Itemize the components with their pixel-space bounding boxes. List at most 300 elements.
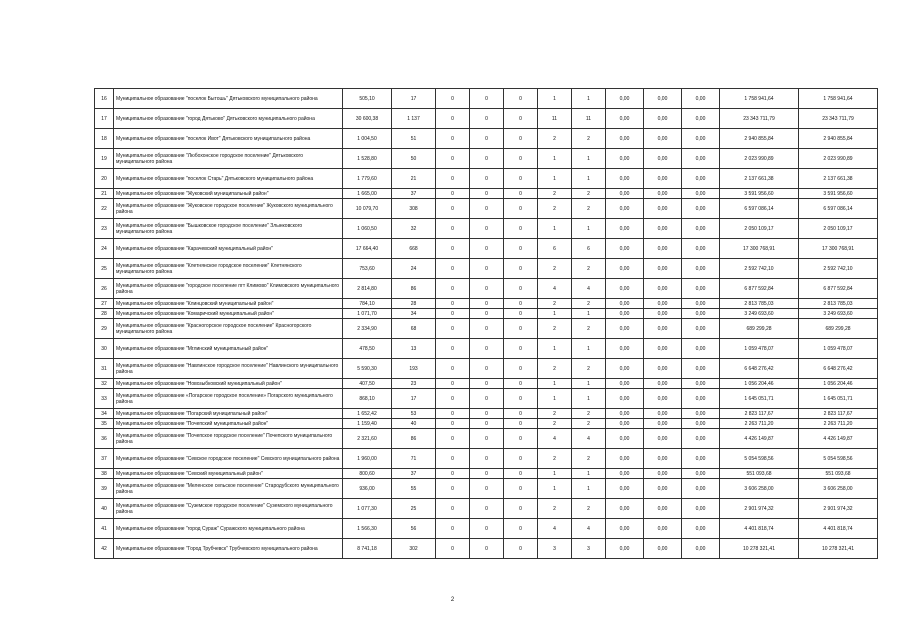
cell-value: 0 bbox=[436, 189, 470, 199]
cell-value: 0,00 bbox=[606, 199, 644, 219]
cell-value: 1 bbox=[572, 469, 606, 479]
cell-value: 0 bbox=[504, 189, 538, 199]
cell-value: 6 bbox=[538, 239, 572, 259]
cell-number: 39 bbox=[95, 479, 114, 499]
cell-value: 2 901 974,32 bbox=[799, 499, 878, 519]
cell-value: 0,00 bbox=[682, 309, 720, 319]
cell-value: 784,10 bbox=[343, 299, 392, 309]
cell-value: 0 bbox=[504, 379, 538, 389]
cell-value: 0,00 bbox=[644, 389, 682, 409]
cell-value: 0,00 bbox=[682, 149, 720, 169]
cell-value: 0,00 bbox=[644, 189, 682, 199]
cell-value: 0,00 bbox=[606, 259, 644, 279]
cell-value: 2 bbox=[538, 259, 572, 279]
cell-value: 2 bbox=[572, 499, 606, 519]
cell-value: 0,00 bbox=[682, 429, 720, 449]
cell-value: 0,00 bbox=[682, 89, 720, 109]
cell-value: 3 591 956,60 bbox=[720, 189, 799, 199]
cell-value: 0,00 bbox=[682, 129, 720, 149]
cell-value: 0,00 bbox=[644, 519, 682, 539]
cell-number: 17 bbox=[95, 109, 114, 129]
table-row bbox=[95, 189, 878, 199]
cell-value: 40 bbox=[392, 419, 436, 429]
cell-value: 0 bbox=[436, 299, 470, 309]
cell-value: 193 bbox=[392, 359, 436, 379]
cell-name: Муниципальное образование "Севское городское поселение" Севского муниципального района bbox=[114, 449, 343, 469]
cell-value: 0,00 bbox=[644, 199, 682, 219]
cell-value: 34 bbox=[392, 309, 436, 319]
cell-value: 0,00 bbox=[606, 359, 644, 379]
cell-number: 20 bbox=[95, 169, 114, 189]
cell-value: 0,00 bbox=[682, 169, 720, 189]
cell-value: 1 779,60 bbox=[343, 169, 392, 189]
cell-value: 0,00 bbox=[606, 279, 644, 299]
cell-value: 0,00 bbox=[644, 359, 682, 379]
cell-value: 0 bbox=[470, 129, 504, 149]
cell-value: 0 bbox=[504, 169, 538, 189]
cell-value: 1 060,50 bbox=[343, 219, 392, 239]
cell-value: 37 bbox=[392, 189, 436, 199]
table-row bbox=[95, 149, 878, 169]
cell-value: 1 bbox=[572, 149, 606, 169]
cell-value: 0 bbox=[470, 149, 504, 169]
cell-value: 0 bbox=[504, 389, 538, 409]
cell-value: 1 758 941,64 bbox=[799, 89, 878, 109]
cell-value: 0,00 bbox=[682, 339, 720, 359]
cell-value: 6 648 276,42 bbox=[799, 359, 878, 379]
cell-value: 2 263 711,20 bbox=[799, 419, 878, 429]
cell-value: 0,00 bbox=[606, 309, 644, 319]
cell-value: 0 bbox=[470, 429, 504, 449]
cell-value: 10 278 321,41 bbox=[799, 539, 878, 559]
cell-value: 302 bbox=[392, 539, 436, 559]
cell-value: 0,00 bbox=[606, 129, 644, 149]
cell-value: 30 600,38 bbox=[343, 109, 392, 129]
cell-value: 0 bbox=[504, 259, 538, 279]
cell-value: 0 bbox=[436, 449, 470, 469]
cell-number: 18 bbox=[95, 129, 114, 149]
cell-value: 0 bbox=[436, 539, 470, 559]
cell-value: 6 597 086,14 bbox=[799, 199, 878, 219]
cell-value: 689 299,28 bbox=[720, 319, 799, 339]
cell-value: 0 bbox=[504, 279, 538, 299]
cell-value: 1 645 051,71 bbox=[720, 389, 799, 409]
cell-number: 41 bbox=[95, 519, 114, 539]
cell-value: 1 bbox=[538, 169, 572, 189]
cell-value: 2 137 661,38 bbox=[799, 169, 878, 189]
cell-value: 3 591 956,60 bbox=[799, 189, 878, 199]
cell-value: 0 bbox=[436, 359, 470, 379]
table-row bbox=[95, 449, 878, 469]
cell-value: 2 137 661,38 bbox=[720, 169, 799, 189]
cell-value: 2 814,80 bbox=[343, 279, 392, 299]
cell-name: Муниципальное образование "Карачевский муниципальный район" bbox=[114, 239, 343, 259]
cell-value: 936,00 bbox=[343, 479, 392, 499]
cell-value: 11 bbox=[538, 109, 572, 129]
cell-value: 0 bbox=[470, 299, 504, 309]
cell-name: Муниципальное образование "Клинцовский муниципальный район" bbox=[114, 299, 343, 309]
cell-value: 2 bbox=[538, 449, 572, 469]
cell-value: 8 741,18 bbox=[343, 539, 392, 559]
cell-value: 2 813 785,03 bbox=[720, 299, 799, 309]
cell-value: 1 bbox=[572, 89, 606, 109]
cell-value: 0 bbox=[470, 409, 504, 419]
cell-name: Муниципальное образование "город Сураж" Суражского муниципального района bbox=[114, 519, 343, 539]
cell-value: 55 bbox=[392, 479, 436, 499]
cell-value: 6 877 592,84 bbox=[799, 279, 878, 299]
cell-value: 0 bbox=[470, 469, 504, 479]
cell-value: 0 bbox=[504, 449, 538, 469]
cell-number: 34 bbox=[95, 409, 114, 419]
cell-value: 2 bbox=[538, 199, 572, 219]
cell-value: 0,00 bbox=[606, 389, 644, 409]
cell-value: 0,00 bbox=[606, 149, 644, 169]
cell-number: 25 bbox=[95, 259, 114, 279]
cell-value: 2 940 855,84 bbox=[720, 129, 799, 149]
cell-value: 0,00 bbox=[644, 219, 682, 239]
cell-name: Муниципальное образование "Новозыбковский муниципальный район" bbox=[114, 379, 343, 389]
cell-number: 26 bbox=[95, 279, 114, 299]
cell-value: 0 bbox=[436, 309, 470, 319]
cell-value: 0 bbox=[504, 539, 538, 559]
cell-value: 0 bbox=[504, 359, 538, 379]
cell-name: Муниципальное образование "поселок Бытошь" Дятьковского муниципального района bbox=[114, 89, 343, 109]
cell-value: 4 401 818,74 bbox=[799, 519, 878, 539]
cell-value: 0,00 bbox=[644, 239, 682, 259]
cell-name: Муниципальное образование "поселок Старь" Дятьковского муниципального района bbox=[114, 169, 343, 189]
cell-value: 0,00 bbox=[682, 299, 720, 309]
cell-value: 37 bbox=[392, 469, 436, 479]
cell-value: 0,00 bbox=[606, 379, 644, 389]
cell-value: 86 bbox=[392, 279, 436, 299]
cell-value: 2 bbox=[538, 359, 572, 379]
cell-value: 0,00 bbox=[644, 499, 682, 519]
cell-value: 28 bbox=[392, 299, 436, 309]
cell-value: 23 bbox=[392, 379, 436, 389]
cell-value: 0,00 bbox=[682, 189, 720, 199]
cell-value: 0,00 bbox=[682, 539, 720, 559]
cell-value: 2 bbox=[572, 409, 606, 419]
cell-value: 2 263 711,20 bbox=[720, 419, 799, 429]
cell-value: 2 023 990,89 bbox=[799, 149, 878, 169]
table-row bbox=[95, 499, 878, 519]
cell-number: 36 bbox=[95, 429, 114, 449]
cell-value: 17 bbox=[392, 89, 436, 109]
cell-value: 5 590,30 bbox=[343, 359, 392, 379]
cell-value: 2 bbox=[572, 299, 606, 309]
cell-value: 2 bbox=[572, 129, 606, 149]
cell-number: 40 bbox=[95, 499, 114, 519]
cell-value: 1 bbox=[572, 309, 606, 319]
cell-value: 0 bbox=[470, 479, 504, 499]
cell-value: 0,00 bbox=[644, 409, 682, 419]
cell-value: 0,00 bbox=[682, 279, 720, 299]
cell-value: 0 bbox=[436, 319, 470, 339]
cell-value: 0,00 bbox=[644, 109, 682, 129]
cell-name: Муниципальное образование "Почепское городское поселение" Почепского муниципального района bbox=[114, 429, 343, 449]
cell-value: 0,00 bbox=[606, 339, 644, 359]
cell-value: 668 bbox=[392, 239, 436, 259]
cell-value: 0 bbox=[504, 319, 538, 339]
cell-value: 1 bbox=[538, 379, 572, 389]
cell-value: 0,00 bbox=[606, 219, 644, 239]
cell-value: 3 249 693,60 bbox=[799, 309, 878, 319]
cell-name: Муниципальное образование "Город Трубчевск" Трубчевского муниципального района bbox=[114, 539, 343, 559]
cell-value: 0,00 bbox=[606, 189, 644, 199]
cell-value: 0 bbox=[470, 539, 504, 559]
cell-value: 0 bbox=[470, 169, 504, 189]
cell-value: 0 bbox=[436, 149, 470, 169]
cell-value: 3 249 693,60 bbox=[720, 309, 799, 319]
table-row bbox=[95, 319, 878, 339]
cell-value: 0,00 bbox=[644, 539, 682, 559]
cell-value: 0 bbox=[504, 499, 538, 519]
cell-number: 32 bbox=[95, 379, 114, 389]
cell-value: 4 bbox=[572, 279, 606, 299]
cell-name: Муниципальное образование "Комаричский муниципальный район" bbox=[114, 309, 343, 319]
cell-value: 0,00 bbox=[682, 319, 720, 339]
cell-value: 17 300 768,91 bbox=[799, 239, 878, 259]
table-row bbox=[95, 339, 878, 359]
table-row bbox=[95, 259, 878, 279]
cell-value: 0 bbox=[470, 339, 504, 359]
cell-value: 1 159,40 bbox=[343, 419, 392, 429]
cell-value: 2 023 990,89 bbox=[720, 149, 799, 169]
cell-value: 0,00 bbox=[644, 129, 682, 149]
table-row bbox=[95, 409, 878, 419]
cell-number: 35 bbox=[95, 419, 114, 429]
cell-value: 0,00 bbox=[644, 169, 682, 189]
cell-number: 30 bbox=[95, 339, 114, 359]
cell-value: 0 bbox=[436, 129, 470, 149]
cell-name: Муниципальное образование "Бышковское городское поселение" Злынковского муниципального района bbox=[114, 219, 343, 239]
cell-value: 0,00 bbox=[644, 429, 682, 449]
cell-value: 800,60 bbox=[343, 469, 392, 479]
cell-value: 0,00 bbox=[682, 259, 720, 279]
cell-value: 0 bbox=[504, 519, 538, 539]
cell-value: 32 bbox=[392, 219, 436, 239]
cell-value: 2 bbox=[572, 359, 606, 379]
cell-value: 10 079,70 bbox=[343, 199, 392, 219]
cell-value: 1 bbox=[538, 339, 572, 359]
cell-value: 0,00 bbox=[682, 409, 720, 419]
table-row bbox=[95, 279, 878, 299]
cell-value: 0,00 bbox=[682, 359, 720, 379]
table-row bbox=[95, 309, 878, 319]
cell-value: 0 bbox=[436, 219, 470, 239]
cell-value: 1 bbox=[538, 219, 572, 239]
cell-value: 0,00 bbox=[606, 429, 644, 449]
cell-value: 6 bbox=[572, 239, 606, 259]
cell-value: 0,00 bbox=[682, 239, 720, 259]
cell-value: 21 bbox=[392, 169, 436, 189]
cell-value: 505,10 bbox=[343, 89, 392, 109]
cell-value: 0,00 bbox=[644, 339, 682, 359]
cell-value: 0 bbox=[436, 199, 470, 219]
cell-value: 0 bbox=[470, 419, 504, 429]
cell-value: 0,00 bbox=[606, 469, 644, 479]
cell-value: 551 093,68 bbox=[720, 469, 799, 479]
cell-value: 68 bbox=[392, 319, 436, 339]
cell-value: 1 059 478,07 bbox=[799, 339, 878, 359]
cell-value: 0 bbox=[504, 339, 538, 359]
cell-value: 1 bbox=[538, 309, 572, 319]
cell-value: 5 054 598,56 bbox=[799, 449, 878, 469]
cell-value: 2 bbox=[538, 189, 572, 199]
cell-value: 0 bbox=[470, 359, 504, 379]
cell-value: 0 bbox=[504, 149, 538, 169]
cell-value: 0,00 bbox=[644, 259, 682, 279]
cell-value: 2 823 117,67 bbox=[799, 409, 878, 419]
cell-name: Муниципальное образование "Меленское сельское поселение" Стародубского муниципального района bbox=[114, 479, 343, 499]
cell-value: 1 bbox=[538, 89, 572, 109]
cell-value: 4 bbox=[572, 519, 606, 539]
cell-value: 0,00 bbox=[682, 479, 720, 499]
cell-value: 308 bbox=[392, 199, 436, 219]
cell-name: Муниципальное образование "Севский муниципальный район" bbox=[114, 469, 343, 479]
cell-value: 6 648 276,42 bbox=[720, 359, 799, 379]
cell-name: Муниципальное образование "Навлинское городское поселение" Навлинского муниципального района bbox=[114, 359, 343, 379]
cell-value: 1 566,30 bbox=[343, 519, 392, 539]
table-row bbox=[95, 419, 878, 429]
cell-name: Муниципальное образование "Погарский муниципальный район" bbox=[114, 409, 343, 419]
cell-value: 2 bbox=[538, 319, 572, 339]
cell-value: 0,00 bbox=[606, 109, 644, 129]
cell-value: 17 bbox=[392, 389, 436, 409]
cell-value: 23 343 711,79 bbox=[799, 109, 878, 129]
table-body bbox=[95, 89, 878, 559]
cell-value: 1 059 478,07 bbox=[720, 339, 799, 359]
cell-value: 0 bbox=[436, 169, 470, 189]
cell-value: 1 bbox=[572, 339, 606, 359]
cell-value: 53 bbox=[392, 409, 436, 419]
cell-name: Муниципальное образование "поселок Ивот" Дятьковского муниципального района bbox=[114, 129, 343, 149]
cell-number: 22 bbox=[95, 199, 114, 219]
cell-value: 2 592 742,10 bbox=[720, 259, 799, 279]
cell-value: 0,00 bbox=[606, 419, 644, 429]
cell-value: 2 bbox=[572, 319, 606, 339]
cell-value: 0,00 bbox=[606, 239, 644, 259]
table-row bbox=[95, 299, 878, 309]
cell-value: 1 bbox=[572, 219, 606, 239]
cell-value: 71 bbox=[392, 449, 436, 469]
cell-name: Муниципальное образование "Мглинский муниципальный район" bbox=[114, 339, 343, 359]
cell-value: 1 bbox=[572, 379, 606, 389]
cell-value: 4 bbox=[538, 429, 572, 449]
cell-value: 0 bbox=[504, 299, 538, 309]
cell-value: 478,50 bbox=[343, 339, 392, 359]
cell-value: 2 823 117,67 bbox=[720, 409, 799, 419]
cell-value: 0 bbox=[436, 339, 470, 359]
cell-number: 29 bbox=[95, 319, 114, 339]
cell-value: 1 758 941,64 bbox=[720, 89, 799, 109]
cell-value: 0,00 bbox=[644, 299, 682, 309]
cell-value: 0 bbox=[436, 259, 470, 279]
cell-value: 0 bbox=[436, 389, 470, 409]
cell-value: 0 bbox=[504, 429, 538, 449]
cell-value: 0,00 bbox=[644, 479, 682, 499]
data-table bbox=[94, 88, 878, 559]
cell-value: 0,00 bbox=[644, 319, 682, 339]
cell-value: 407,50 bbox=[343, 379, 392, 389]
cell-value: 3 606 258,00 bbox=[720, 479, 799, 499]
table-row bbox=[95, 379, 878, 389]
cell-value: 2 bbox=[572, 189, 606, 199]
cell-value: 0,00 bbox=[606, 409, 644, 419]
cell-value: 2 334,90 bbox=[343, 319, 392, 339]
cell-value: 1 004,50 bbox=[343, 129, 392, 149]
cell-value: 0 bbox=[504, 219, 538, 239]
cell-value: 1 077,30 bbox=[343, 499, 392, 519]
cell-value: 1 665,00 bbox=[343, 189, 392, 199]
table-row bbox=[95, 359, 878, 379]
cell-value: 0,00 bbox=[682, 199, 720, 219]
cell-value: 4 bbox=[572, 429, 606, 449]
cell-value: 4 bbox=[538, 519, 572, 539]
cell-value: 0,00 bbox=[606, 169, 644, 189]
cell-number: 21 bbox=[95, 189, 114, 199]
cell-value: 1 652,42 bbox=[343, 409, 392, 419]
cell-value: 0,00 bbox=[606, 89, 644, 109]
cell-value: 0 bbox=[504, 479, 538, 499]
cell-value: 4 401 818,74 bbox=[720, 519, 799, 539]
cell-value: 0,00 bbox=[644, 469, 682, 479]
cell-value: 2 813 785,03 bbox=[799, 299, 878, 309]
cell-value: 1 bbox=[572, 169, 606, 189]
cell-value: 0 bbox=[470, 189, 504, 199]
cell-value: 0 bbox=[504, 109, 538, 129]
cell-value: 0 bbox=[436, 239, 470, 259]
cell-value: 2 321,60 bbox=[343, 429, 392, 449]
cell-value: 2 592 742,10 bbox=[799, 259, 878, 279]
page-number: 2 bbox=[450, 597, 455, 603]
cell-value: 0,00 bbox=[606, 539, 644, 559]
cell-name: Муниципальное образование "Жуковский муниципальный район" bbox=[114, 189, 343, 199]
cell-value: 13 bbox=[392, 339, 436, 359]
cell-value: 0,00 bbox=[644, 89, 682, 109]
cell-name: Муниципальное образование "Красногорское городское поселение" Красногорского муниципального района bbox=[114, 319, 343, 339]
cell-value: 0 bbox=[436, 469, 470, 479]
cell-value: 2 bbox=[538, 409, 572, 419]
cell-value: 0,00 bbox=[682, 219, 720, 239]
cell-value: 0 bbox=[470, 389, 504, 409]
cell-value: 868,10 bbox=[343, 389, 392, 409]
cell-number: 28 bbox=[95, 309, 114, 319]
cell-value: 0 bbox=[504, 129, 538, 149]
cell-value: 0 bbox=[436, 279, 470, 299]
table-row bbox=[95, 469, 878, 479]
cell-number: 37 bbox=[95, 449, 114, 469]
cell-value: 6 597 086,14 bbox=[720, 199, 799, 219]
cell-value: 4 426 149,87 bbox=[799, 429, 878, 449]
cell-value: 0,00 bbox=[644, 419, 682, 429]
cell-name: Муниципальное образование "Клетнянское городское поселение" Клетнянского муниципального района bbox=[114, 259, 343, 279]
table-row bbox=[95, 389, 878, 409]
cell-value: 6 877 592,84 bbox=[720, 279, 799, 299]
cell-value: 1 645 051,71 bbox=[799, 389, 878, 409]
cell-value: 0 bbox=[436, 109, 470, 129]
cell-value: 1 bbox=[538, 149, 572, 169]
cell-value: 551 093,68 bbox=[799, 469, 878, 479]
cell-value: 3 bbox=[538, 539, 572, 559]
cell-value: 0 bbox=[436, 499, 470, 519]
cell-value: 3 bbox=[572, 539, 606, 559]
cell-value: 753,60 bbox=[343, 259, 392, 279]
cell-number: 33 bbox=[95, 389, 114, 409]
cell-value: 0 bbox=[436, 89, 470, 109]
cell-value: 0,00 bbox=[682, 469, 720, 479]
cell-value: 0 bbox=[470, 109, 504, 129]
